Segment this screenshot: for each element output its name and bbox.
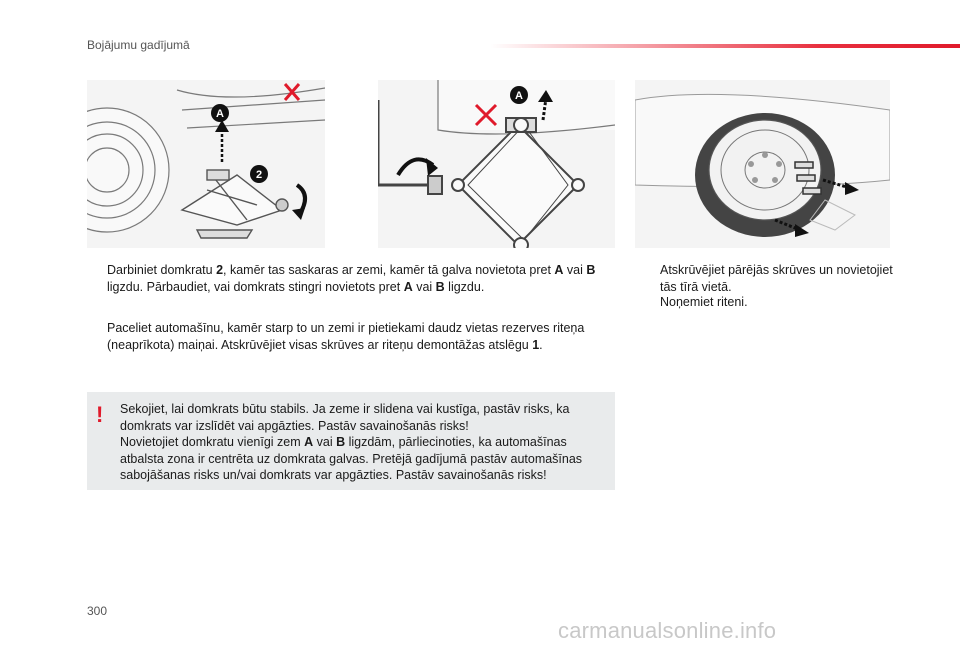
warning-line: Sekojiet, lai domkrats būtu stabils. Ja zeme ir slidena vai kustīga, pastāv risks, ka domkrats var izslīdēt vai apgāzties. Pastāv savainošanās risks! [120, 402, 570, 433]
text-fragment: vai [412, 280, 436, 294]
text-fragment: vai [563, 263, 587, 277]
jack-positioning-svg [87, 80, 325, 248]
text-fragment: vai [313, 435, 337, 449]
text-fragment: ligzdu. Pārbaudiet, vai domkrats stingri novietots pret [107, 280, 404, 294]
jack-crank-illustration [378, 80, 615, 248]
ref-2: 2 [216, 263, 224, 277]
page-number: 300 [87, 604, 108, 618]
jack-positioning-illustration [87, 80, 325, 248]
wheel-removal-illustration [635, 80, 890, 248]
label-2: 2 [255, 169, 263, 181]
text-fragment: , kamēr tas saskaras ar zemi, kamēr tā galva novietota pret [223, 263, 555, 277]
text-fragment: Paceliet automašīnu, kamēr starp to un zemi ir pietiekami daudz vietas rezerves riteņa (neaprīkota) maiņai. Atskrūvējiet visas skrūves ar riteņu demontāžas atslēgu [107, 321, 585, 352]
step-text [87, 262, 627, 296]
ref-b: B [586, 263, 596, 277]
jack-crank-svg [378, 80, 615, 248]
step-text [87, 320, 587, 354]
text-fragment: ligzdu. [444, 280, 485, 294]
text-fragment: ligzdām, pārliecinoties, ka automašīnas atbalsta zona ir centrēta uz domkrata galvas. Pretējā gadījumā pastāv automašīnas sabojāšanas risks un/vai domkrats var apgāzties. Pastāv savainošanās risks! [120, 435, 583, 482]
text-fragment: Novietojiet domkratu vienīgi zem [120, 435, 305, 449]
watermark: carmanualsonline.info [558, 618, 777, 643]
step-text: Atskrūvējiet pārējās skrūves un novietojiet tās tīrā vietā. [660, 263, 893, 294]
ref-a: A [403, 280, 413, 294]
warning-box [87, 392, 615, 490]
text-fragment: Darbiniet domkratu [107, 263, 217, 277]
step-remove-wheel [640, 294, 900, 311]
section-title: Bojājumu gadījumā [87, 38, 190, 52]
text-fragment: . [539, 338, 543, 352]
step-jack-positioning [87, 262, 627, 296]
step-lift-car [87, 320, 587, 354]
ref-b: B [336, 435, 346, 449]
ref-a: A [304, 435, 314, 449]
ref-1: 1 [532, 338, 540, 352]
ref-b: B [435, 280, 445, 294]
step-text: Noņemiet riteni. [660, 295, 748, 309]
step-remove-bolts [640, 262, 900, 296]
label-a-2: A [515, 90, 523, 102]
ref-a: A [554, 263, 564, 277]
warning-text [120, 401, 608, 484]
wheel-removal-svg [635, 80, 890, 248]
label-a: A [216, 108, 224, 120]
warning-icon: ! [96, 402, 104, 427]
header-accent-bar [490, 44, 960, 48]
